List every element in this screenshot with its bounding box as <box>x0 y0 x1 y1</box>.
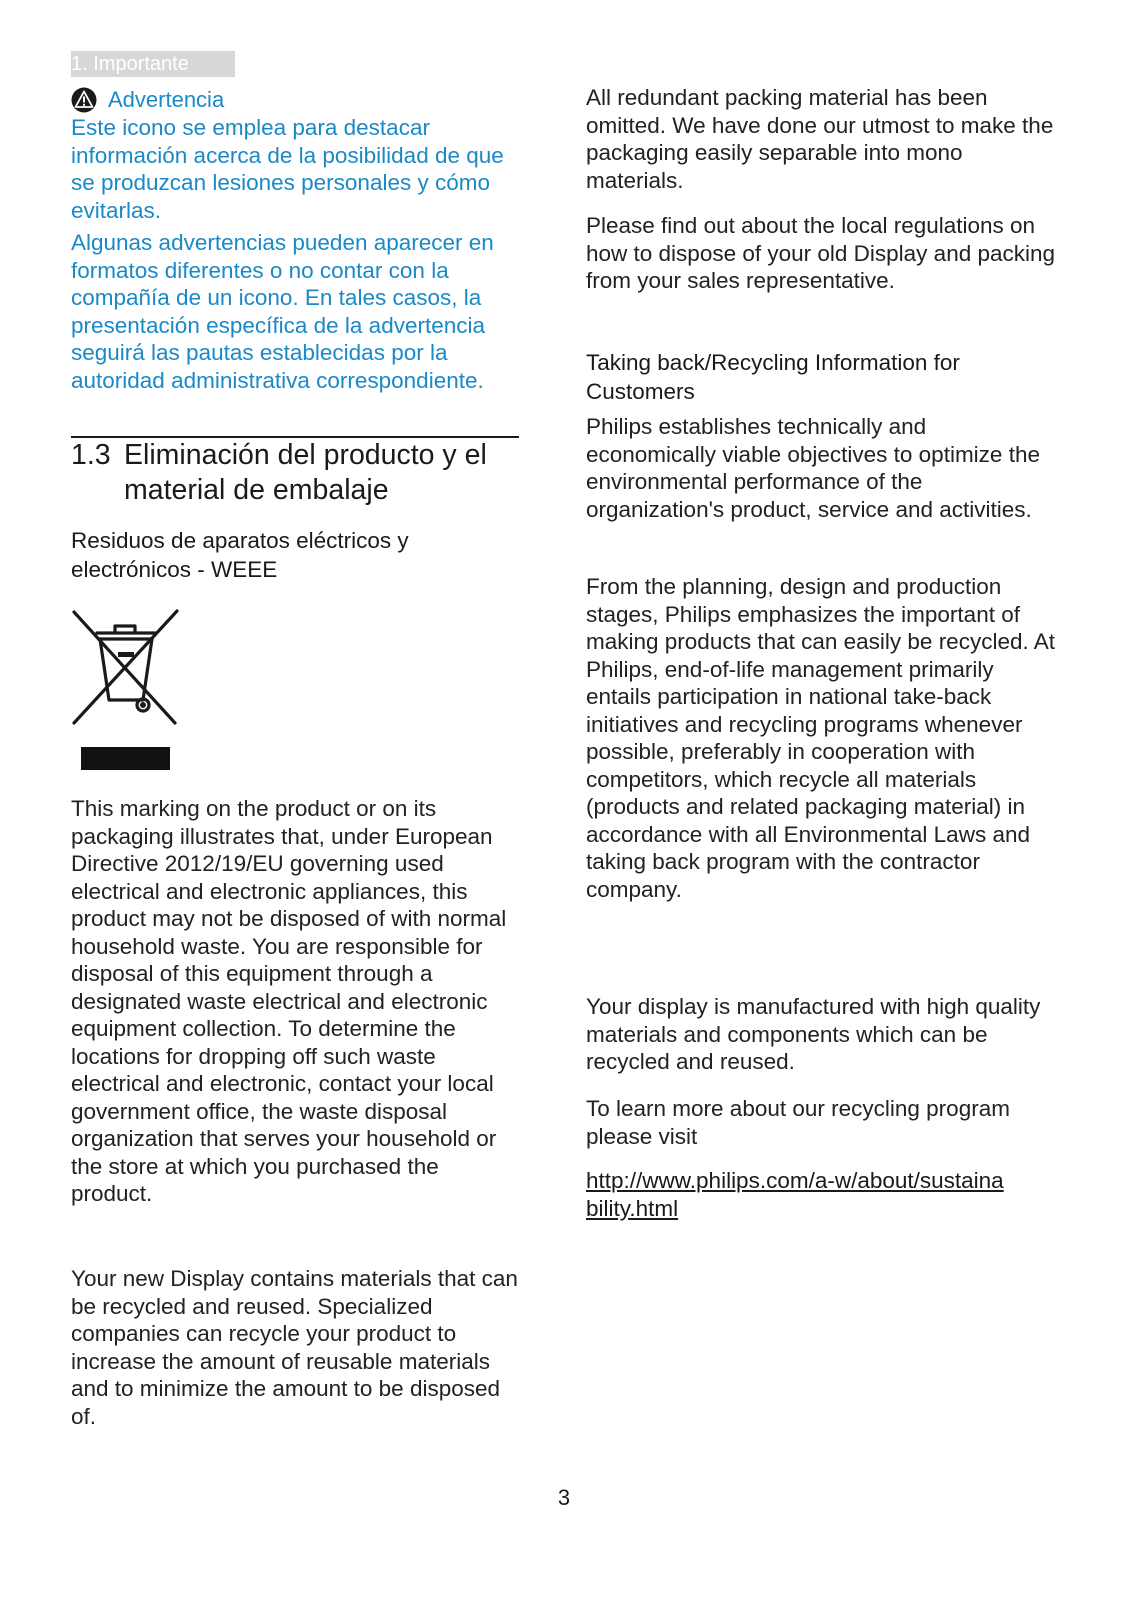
section-tab <box>71 51 235 77</box>
sustainability-link[interactable]: http://www.philips.com/a-w/about/sustainability.html <box>586 1168 1004 1221</box>
section-number: 1.3 <box>71 439 111 471</box>
section-heading <box>71 438 523 508</box>
warning-triangle-icon <box>71 87 97 113</box>
packing-paragraph: All redundant packing material has been omitted. We have done our utmost to make the packaging easily separable into mono materials. <box>586 85 1054 193</box>
warning-paragraph-2: Algunas advertencias pueden aparecer en formatos diferentes o no contar con la compañía de un icono. En tales casos, la presentación específica de la advertencia seguirá las pautas establecidas por la autoridad administrativa correspondiente. <box>71 230 494 393</box>
weee-paragraph-2: Your new Display contains materials that can be recycled and reused. Specialized companies can recycle your product to increase the amount of reusable materials and to minimize the amount to be disposed of. <box>71 1266 518 1429</box>
recycling-subheading: Taking back/Recycling Information for Customers <box>586 350 960 404</box>
section-tab-label: 1. Importante <box>71 53 189 75</box>
warning-paragraph-1: Este icono se emplea para destacar información acerca de la posibilidad de que se produzcan lesiones personales y cómo evitarlas. <box>71 115 504 223</box>
crossed-out-wheelie-bin-icon <box>71 608 181 773</box>
warning-heading <box>71 86 224 114</box>
page-number: 3 <box>557 1485 571 1510</box>
learn-more-paragraph: To learn more about our recycling program please visit <box>586 1096 1010 1149</box>
weee-subheading: Residuos de aparatos eléctricos y electrónicos - WEEE <box>71 528 409 582</box>
materials-paragraph: Your display is manufactured with high quality materials and components which can be recycled and reused. <box>586 994 1041 1074</box>
objectives-paragraph: Philips establishes technically and economically viable objectives to optimize the environmental performance of the organization's product, service and activities. <box>586 414 1040 522</box>
warning-title: Advertencia <box>108 87 225 112</box>
regulations-paragraph: Please find out about the local regulations on how to dispose of your old Display and packing from your sales representative. <box>586 213 1056 293</box>
section-title: Eliminación del producto y el material de embalaje <box>124 439 487 506</box>
planning-paragraph: From the planning, design and production stages, Philips emphasizes the important of making products that can easily be recycled. At Philips, end-of-life management primarily entails participation in national take-back initiatives and recycling programs whenever possible, preferably in cooperation with competitors, which recycle all materials (products and related packaging material) in accordance with all Environmental Laws and taking back program with the contractor company. <box>586 574 1055 902</box>
weee-paragraph-1: This marking on the product or on its packaging illustrates that, under European Directive 2012/19/EU governing used electrical and electronic appliances, this product may not be disposed of with normal household waste. You are responsible for disposal of this equipment through a designated waste electrical and electronic equipment collection. To determine the locations for dropping off such waste electrical and electronic, contact your local government office, the waste disposal organization that serves your household or the store at which you purchased the product. <box>71 796 507 1206</box>
